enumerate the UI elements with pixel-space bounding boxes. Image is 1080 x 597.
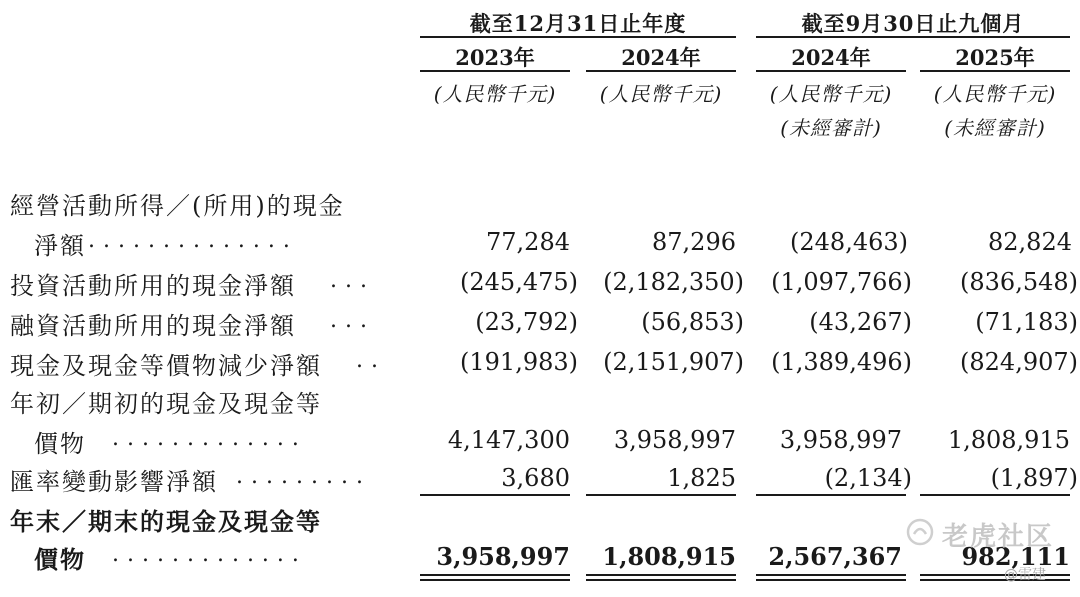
row-label-ending-cash: 年末／期末的現金及現金等 bbox=[10, 507, 322, 536]
year-header-col4: 2025年 bbox=[955, 45, 1035, 70]
total-double-rule-col3 bbox=[756, 574, 906, 581]
cell-investing-2025-9m: (836,548) bbox=[960, 268, 1078, 296]
cell-operating-2025-9m: 82,824 bbox=[988, 228, 1072, 256]
cell-fx-effect-2025-9m: (1,897) bbox=[990, 464, 1078, 492]
year-header-col2: 2024年 bbox=[621, 45, 701, 70]
row-leader-financing: ... bbox=[330, 308, 375, 333]
cell-investing-2024-9m: (1,097,766) bbox=[771, 268, 912, 296]
cell-fx-effect-2024: 1,825 bbox=[667, 464, 736, 492]
subtotal-rule-col2 bbox=[586, 494, 736, 496]
group-header-nine-months: 截至9月30日止九個月 bbox=[801, 11, 1025, 36]
cell-investing-2023: (245,475) bbox=[460, 268, 578, 296]
cell-fx-effect-2023: 3,680 bbox=[501, 464, 570, 492]
year-rule-col4 bbox=[920, 70, 1070, 72]
cell-net-decrease-2024-9m: (1,389,496) bbox=[771, 348, 912, 376]
row-label-investing: 投資活動所用的現金淨額 bbox=[10, 272, 296, 300]
row-label-ending-cash-line2: 價物 bbox=[34, 545, 86, 574]
cell-financing-2024-9m: (43,267) bbox=[809, 308, 912, 336]
watermark-logo-icon bbox=[906, 518, 934, 546]
cell-ending-cash-2023: 3,958,997 bbox=[436, 542, 570, 571]
subtotal-rule-col4 bbox=[920, 494, 1070, 496]
group-header-fiscal-year: 截至12月31日止年度 bbox=[469, 11, 687, 36]
watermark-author: @雷建 bbox=[1004, 567, 1046, 583]
cell-ending-cash-2024: 1,808,915 bbox=[602, 542, 736, 571]
cell-net-decrease-2024: (2,151,907) bbox=[603, 348, 744, 376]
row-leader-operating: .............. bbox=[88, 228, 298, 253]
total-double-rule-col1 bbox=[420, 574, 570, 581]
year-header-col3: 2024年 bbox=[791, 45, 871, 70]
row-leader-fx-effect: ......... bbox=[236, 464, 371, 489]
unit-header-col4: (人民幣千元) bbox=[933, 82, 1057, 106]
cell-net-decrease-2023: (191,983) bbox=[460, 348, 578, 376]
cell-financing-2025-9m: (71,183) bbox=[975, 308, 1078, 336]
unaudited-header-col4: (未經審計) bbox=[944, 116, 1046, 140]
cell-operating-2024-9m: (248,463) bbox=[790, 228, 908, 256]
cell-financing-2023: (23,792) bbox=[475, 308, 578, 336]
subtotal-rule-col3 bbox=[756, 494, 906, 496]
row-label-beginning-cash: 年初／期初的現金及現金等 bbox=[10, 390, 322, 418]
row-label-financing: 融資活動所用的現金淨額 bbox=[10, 312, 296, 340]
cell-beginning-cash-2025-9m: 1,808,915 bbox=[947, 426, 1070, 454]
total-double-rule-col2 bbox=[586, 574, 736, 581]
year-header-col1: 2023年 bbox=[455, 45, 535, 70]
cell-financing-2024: (56,853) bbox=[641, 308, 744, 336]
cell-operating-2024: 87,296 bbox=[652, 228, 736, 256]
row-label-operating-line2: 淨額 bbox=[34, 232, 86, 260]
cell-net-decrease-2025-9m: (824,907) bbox=[960, 348, 1078, 376]
row-label-operating: 經營活動所得／(所用)的現金 bbox=[10, 192, 345, 220]
row-label-fx-effect: 匯率變動影響淨額 bbox=[10, 468, 218, 496]
cell-beginning-cash-2023: 4,147,300 bbox=[447, 426, 570, 454]
cell-beginning-cash-2024-9m: 3,958,997 bbox=[779, 426, 902, 454]
row-leader-net-decrease: .. bbox=[356, 348, 386, 373]
cell-fx-effect-2024-9m: (2,134) bbox=[824, 464, 912, 492]
unit-header-col2: (人民幣千元) bbox=[599, 82, 723, 106]
group-rule-nine-months bbox=[756, 36, 1070, 38]
group-rule-fiscal-year bbox=[420, 36, 736, 38]
unit-header-col1: (人民幣千元) bbox=[433, 82, 557, 106]
cell-ending-cash-2025-9m: 982,111 bbox=[961, 542, 1070, 571]
total-double-rule-col4 bbox=[920, 574, 1070, 581]
row-leader-ending-cash: ............. bbox=[112, 542, 307, 567]
row-leader-investing: ... bbox=[330, 268, 375, 293]
year-rule-col1 bbox=[420, 70, 570, 72]
watermark-text: 老虎社区 bbox=[942, 522, 1055, 552]
row-label-beginning-cash-line2: 價物 bbox=[34, 430, 86, 458]
row-leader-beginning-cash: ............. bbox=[112, 426, 307, 451]
cell-beginning-cash-2024: 3,958,997 bbox=[613, 426, 736, 454]
cell-operating-2023: 77,284 bbox=[486, 228, 570, 256]
row-label-net-decrease: 現金及現金等價物減少淨額 bbox=[10, 352, 322, 380]
unaudited-header-col3: (未經審計) bbox=[780, 116, 882, 140]
cell-investing-2024: (2,182,350) bbox=[603, 268, 744, 296]
cell-ending-cash-2024-9m: 2,567,367 bbox=[768, 542, 902, 571]
unit-header-col3: (人民幣千元) bbox=[769, 82, 893, 106]
subtotal-rule-col1 bbox=[420, 494, 570, 496]
year-rule-col2 bbox=[586, 70, 736, 72]
year-rule-col3 bbox=[756, 70, 906, 72]
